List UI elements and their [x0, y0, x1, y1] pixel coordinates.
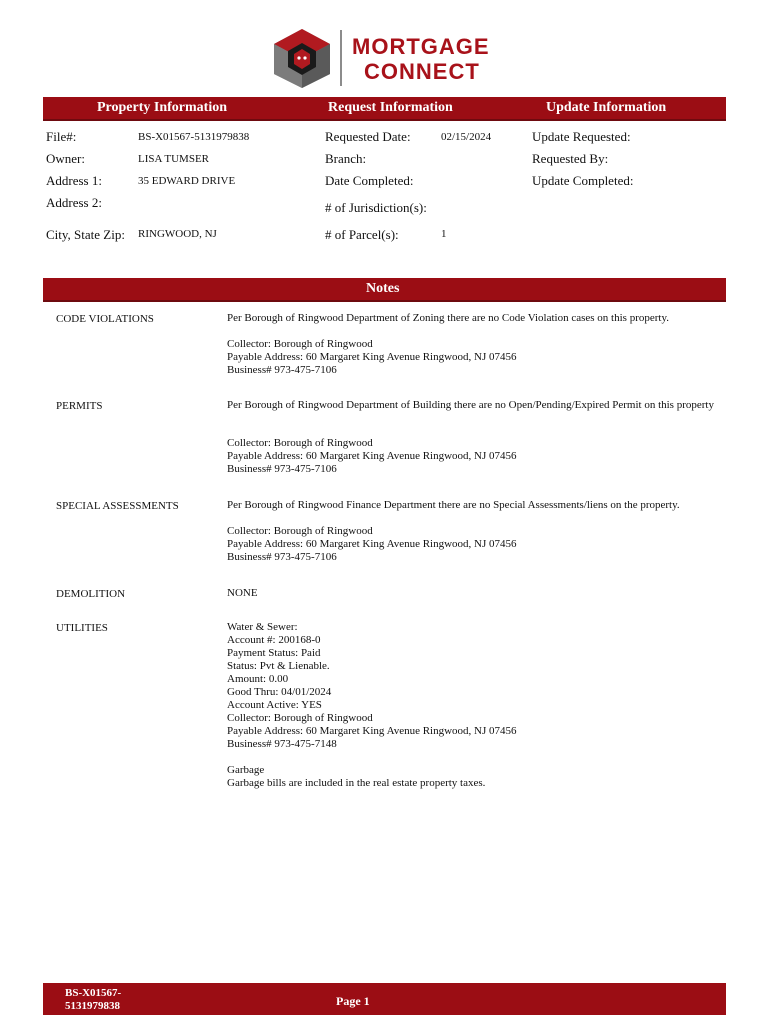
special-assessments-body	[227, 499, 680, 564]
note-line: Account Active: YES	[227, 699, 322, 711]
note-line	[227, 425, 714, 437]
note-line: Business# 973-475-7106	[227, 364, 337, 376]
owner-label: Owner:	[46, 151, 85, 166]
page-number: Page 1	[336, 994, 370, 1008]
logo-text-line2: CONNECT	[364, 59, 480, 84]
city-state-zip-value: RINGWOOD, NJ	[138, 228, 217, 240]
property-information-header: Property Information	[97, 100, 227, 115]
info-header-bar	[43, 97, 726, 121]
note-line: Collector: Borough of Ringwood	[227, 437, 373, 449]
note-line: Water & Sewer:	[227, 621, 298, 633]
special-assessments-title: SPECIAL ASSESSMENTS	[56, 500, 179, 512]
note-line: Good Thru: 04/01/2024	[227, 686, 332, 698]
logo-text-line1: MORTGAGE	[352, 34, 490, 59]
owner-value: LISA TUMSER	[138, 153, 210, 165]
note-line: Payable Address: 60 Margaret King Avenue Ringwood, NJ 07456	[227, 450, 517, 462]
note-line: Account #: 200168-0	[227, 634, 321, 646]
demolition-title: DEMOLITION	[56, 588, 126, 600]
update-completed-label: Update Completed:	[532, 173, 634, 188]
note-line: Business# 973-475-7106	[227, 551, 337, 563]
note-line: Collector: Borough of Ringwood	[227, 712, 373, 724]
footer-file-number	[65, 987, 121, 1013]
note-line: Garbage bills are included in the real estate property taxes.	[227, 777, 486, 789]
requested-date-label: Requested Date:	[325, 129, 411, 144]
footer-bar	[43, 983, 726, 1015]
code-violations-title: CODE VIOLATIONS	[56, 313, 154, 325]
city-state-zip-label: City, State Zip:	[46, 227, 125, 242]
demolition-body	[227, 587, 258, 600]
note-line	[227, 512, 680, 525]
address2-label: Address 2:	[46, 195, 102, 210]
footer-file-line1: BS-X01567-	[65, 987, 122, 999]
note-line: Payable Address: 60 Margaret King Avenue Ringwood, NJ 07456	[227, 538, 517, 550]
update-requested-label: Update Requested:	[532, 129, 631, 144]
address1-label: Address 1:	[46, 173, 102, 188]
file-label: File#:	[46, 129, 77, 144]
date-completed-label: Date Completed:	[325, 173, 414, 188]
request-information-header: Request Information	[328, 100, 453, 115]
note-line: Per Borough of Ringwood Department of Building there are no Open/Pending/Expired Permit on this property	[227, 399, 714, 411]
requested-by-label: Requested By:	[532, 151, 609, 166]
update-information-header: Update Information	[546, 100, 667, 115]
note-line: Amount: 0.00	[227, 673, 289, 685]
note-line: Collector: Borough of Ringwood	[227, 338, 373, 350]
note-line: Per Borough of Ringwood Department of Zoning there are no Code Violation cases on this property.	[227, 312, 669, 324]
note-line: Payment Status: Paid	[227, 647, 321, 659]
permits-body	[227, 399, 714, 476]
note-line: Status: Pvt & Lienable.	[227, 660, 330, 672]
parcels-value: 1	[441, 228, 447, 240]
note-line: Business# 973-475-7106	[227, 463, 337, 475]
note-line	[227, 412, 714, 425]
parcels-label: # of Parcel(s):	[325, 227, 399, 242]
logo-mark-icon	[270, 27, 334, 89]
utilities-body	[227, 621, 517, 790]
footer-file-line2: 5131979838	[65, 1000, 120, 1012]
branch-label: Branch:	[325, 151, 367, 166]
address1-value: 35 EDWARD DRIVE	[138, 175, 236, 187]
file-value: BS-X01567-5131979838	[138, 131, 250, 143]
note-line: Payable Address: 60 Margaret King Avenue Ringwood, NJ 07456	[227, 725, 517, 737]
logo-divider	[340, 30, 342, 86]
note-line: Garbage	[227, 764, 265, 776]
note-line: Collector: Borough of Ringwood	[227, 525, 373, 537]
code-violations-body	[227, 312, 669, 377]
utilities-title: UTILITIES	[56, 622, 108, 634]
jurisdictions-label: # of Jurisdiction(s):	[325, 200, 427, 215]
note-line	[227, 751, 517, 764]
note-line: NONE	[227, 587, 258, 599]
notes-header-bar	[43, 278, 726, 302]
note-line	[227, 325, 669, 338]
mortgage-connect-logo	[270, 27, 334, 89]
requested-date-value: 02/15/2024	[441, 131, 492, 143]
permits-title: PERMITS	[56, 400, 103, 412]
note-line: Per Borough of Ringwood Finance Department there are no Special Assessments/liens on the property.	[227, 499, 680, 511]
notes-header: Notes	[366, 281, 400, 296]
note-line: Payable Address: 60 Margaret King Avenue Ringwood, NJ 07456	[227, 351, 517, 363]
note-line: Business# 973-475-7148	[227, 738, 337, 750]
